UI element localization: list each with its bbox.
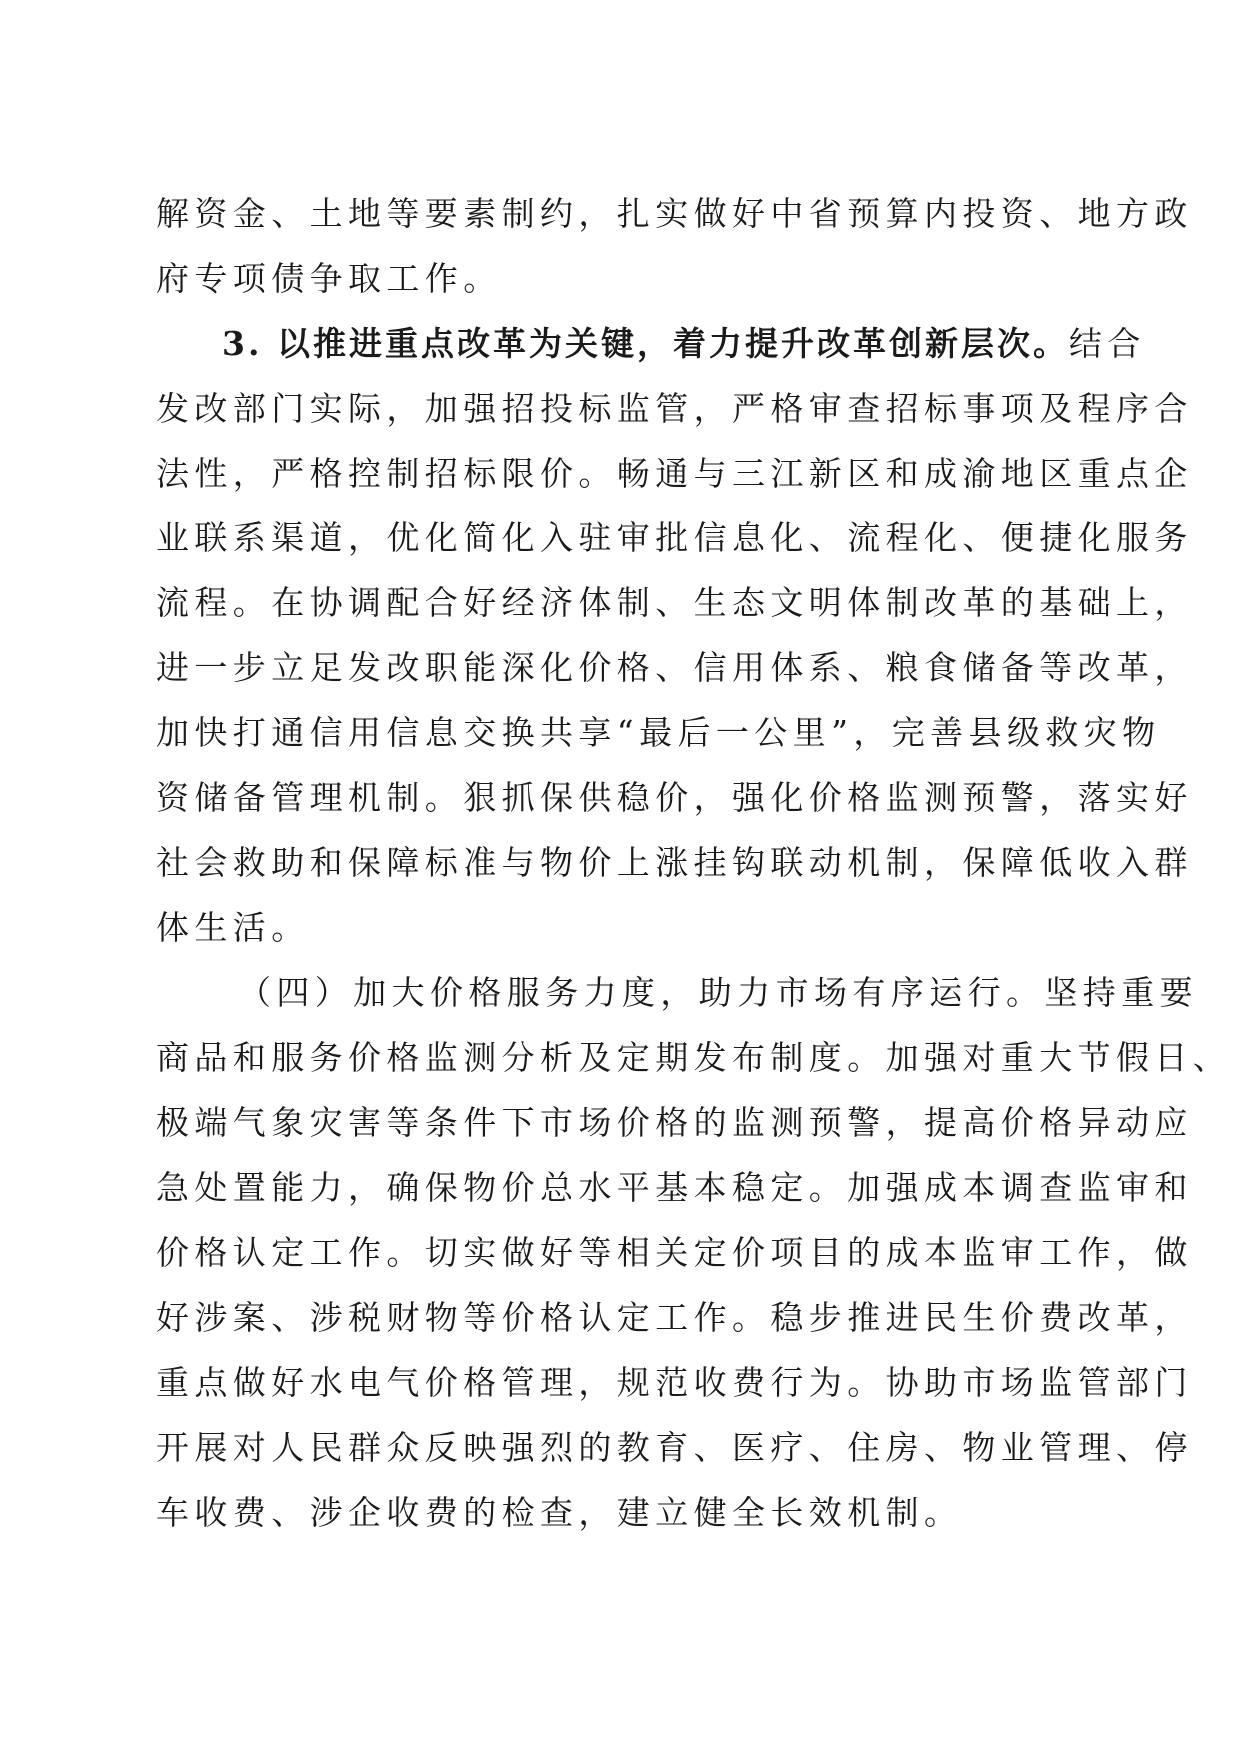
- paragraph-3-line-9: 车收费、涉企收费的检查，建立健全长效机制。: [156, 1493, 963, 1532]
- paragraph-3-line-7: 重点做好水电气价格管理，规范收费行为。协助市场监管部门: [156, 1363, 1193, 1402]
- paragraph-2-line-10: 体生活。: [156, 908, 310, 947]
- paragraph-1-line-2: 府专项债争取工作。: [156, 259, 502, 298]
- paragraph-2-line-8: 资储备管理机制。狠抓保供稳价，强化价格监测预警，落实好: [156, 778, 1193, 817]
- paragraph-2-line-3: 法性，严格控制招标限价。畅通与三江新区和成渝地区重点企: [156, 454, 1193, 493]
- paragraph-2-line-9: 社会救助和保障标准与物价上涨挂钩联动机制，保障低收入群: [156, 843, 1193, 882]
- paragraph-2-line-2: 发改部门实际，加强招投标监管，严格审查招标事项及程序合: [156, 389, 1193, 428]
- paragraph-2-line-4: 业联系渠道，优化简化入驻审批信息化、流程化、便捷化服务: [156, 518, 1193, 557]
- paragraph-2-line-1-rest: 结合: [1068, 324, 1146, 363]
- paragraph-3-line-3: 极端气象灾害等条件下市场价格的监测预警，提高价格异动应: [156, 1103, 1193, 1142]
- paragraph-2-line-5: 流程。在协调配合好经济体制、生态文明体制改革的基础上，: [156, 583, 1193, 622]
- paragraph-2-line-7: 加快打通信用信息交换共享“最后一公里”，完善县级救灾物: [156, 713, 1161, 752]
- section-heading: 3. 以推进重点改革为关键，着力提升改革创新层次。: [222, 324, 1069, 363]
- paragraph-3-line-1: （四）加大价格服务力度，助力市场有序运行。坚持重要: [238, 973, 1198, 1012]
- paragraph-2-line-1: [222, 324, 1146, 364]
- paragraph-2-line-6: 进一步立足发改职能深化价格、信用体系、粮食储备等改革，: [156, 648, 1193, 687]
- paragraph-3-line-2: 商品和服务价格监测分析及定期发布制度。加强对重大节假日、: [156, 1038, 1232, 1077]
- paragraph-3-line-8: 开展对人民群众反映强烈的教育、医疗、住房、物业管理、停: [156, 1428, 1193, 1467]
- paragraph-3-line-6: 好涉案、涉税财物等价格认定工作。稳步推进民生价费改革，: [156, 1298, 1193, 1337]
- paragraph-3-line-4: 急处置能力，确保物价总水平基本稳定。加强成本调查监审和: [156, 1168, 1193, 1207]
- paragraph-1-line-1: 解资金、土地等要素制约，扎实做好中省预算内投资、地方政: [156, 194, 1193, 233]
- paragraph-3-line-5: 价格认定工作。切实做好等相关定价项目的成本监审工作，做: [156, 1233, 1193, 1272]
